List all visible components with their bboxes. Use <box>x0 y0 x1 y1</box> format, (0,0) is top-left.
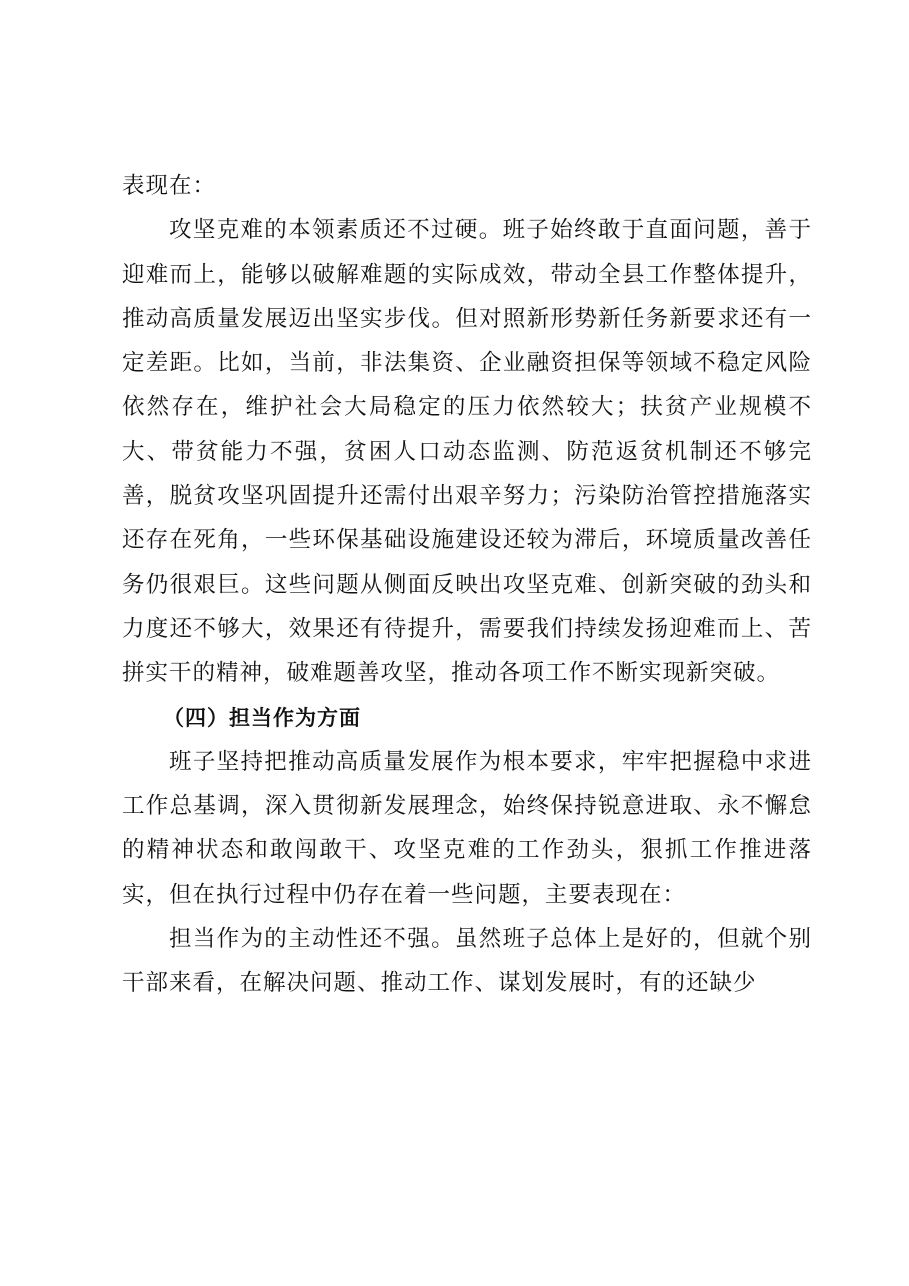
paragraph-initiative: 担当作为的主动性还不强。虽然班子总体上是好的，但就个别干部来看，在解决问题、推动工作、谋划发展时，有的还缺少 <box>122 926 812 997</box>
section-heading: （四）担当作为方面 <box>163 705 361 730</box>
document-body <box>122 164 812 1006</box>
paragraph-problem-solving: 攻坚克难的本领素质还不过硬。班子始终敢于直面问题，善于迎难而上，能够以破解难题的实际成效，带动全县工作整体提升，推动高质量发展迈出坚实步伐。但对照新形势新任务新要求还有一定差距。比如，当前，非法集资、企业融资担保等领域不稳定风险依然存在，维护社会大局稳定的压力依然较大；扶贫产业规模不大、带贫能力不强，贫困人口动态监测、防范返贫机制还不够完善，脱贫攻坚巩固提升还需付出艰辛努力；污染防治管控措施落实还存在死角，一些环保基础设施建设还较为滞后，环境质量改善任务仍很艰巨。这些问题从侧面反映出攻坚克难、创新突破的劲头和力度还不够大，效果还有待提升，需要我们持续发扬迎难而上、苦拼实干的精神，破难题善攻坚，推动各项工作不断实现新突破。 <box>122 217 812 687</box>
paragraph-responsibility-summary: 班子坚持把推动高质量发展作为根本要求，牢牢把握稳中求进工作总基调，深入贯彻新发展理念，始终保持锐意进取、永不懈怠的精神状态和敢闯敢干、攻坚克难的工作劲头，狠抓工作推进落实，但在执行过程中仍存在着一些问题，主要表现在： <box>122 748 812 908</box>
paragraph-intro: 表现在： <box>122 173 217 199</box>
